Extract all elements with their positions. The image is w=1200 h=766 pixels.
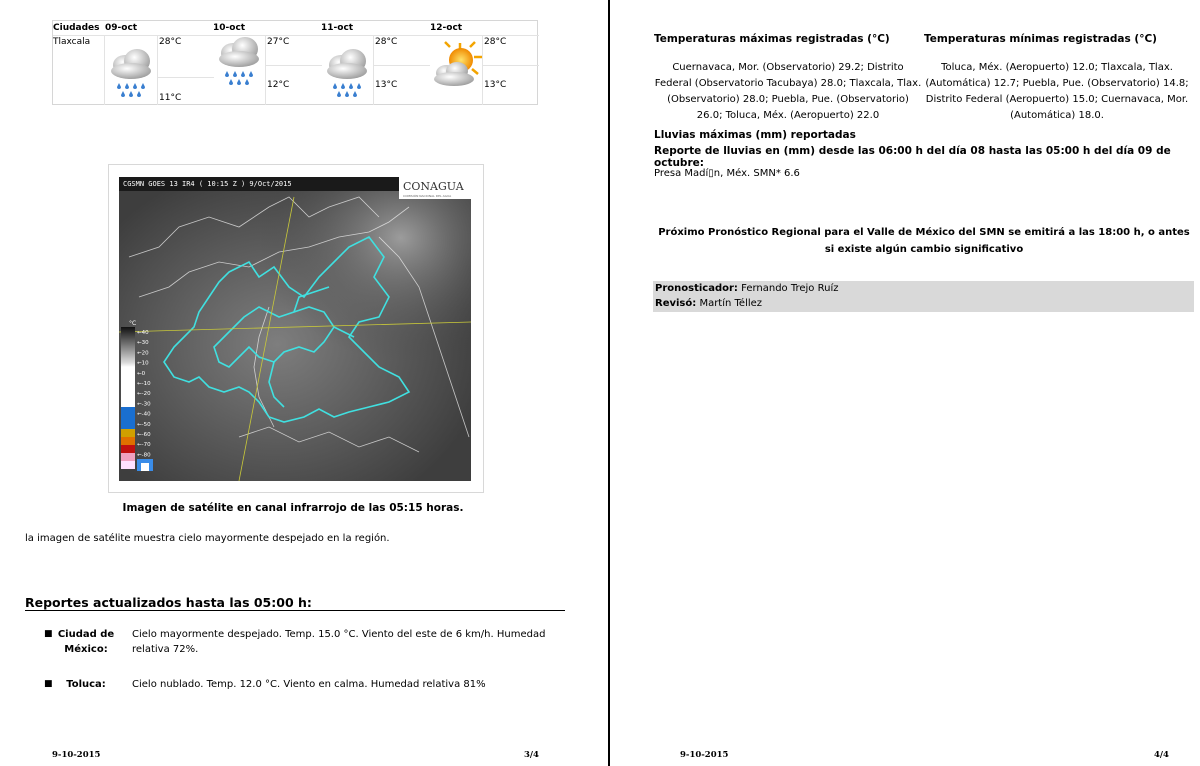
report-text: Cielo mayormente despejado. Temp. 15.0 °C. Viento del este de 6 km/h. Humedad relativa 72%. xyxy=(132,629,546,655)
scale-label: ←30 xyxy=(137,340,149,347)
partly-cloudy-sun-icon xyxy=(430,35,482,105)
signature-box xyxy=(653,281,1194,312)
conagua-subtext: COMISIÓN NACIONAL DEL AGUA xyxy=(403,194,452,198)
max-temp: 28°C xyxy=(159,37,182,47)
reviewer-label: Revisó: xyxy=(655,298,697,309)
scale-unit: °C xyxy=(129,320,137,327)
header-day-1: 09-oct xyxy=(105,23,138,33)
satellite-note: la imagen de satélite muestra cielo mayormente despejado en la región. xyxy=(25,533,390,544)
rain-cloud-icon xyxy=(105,35,157,105)
satellite-figure xyxy=(108,164,484,493)
forecaster-name: Fernando Trejo Ruíz xyxy=(741,283,839,294)
rain-cloud-icon xyxy=(213,23,265,93)
satellite-header: CGSMN GOES 13 IR4 ( 10:15 Z ) 9/Oct/2015 xyxy=(123,180,292,188)
header-day-4: 12-oct xyxy=(430,23,463,33)
city-name: Tlaxcala xyxy=(53,35,105,105)
rain-subtitle: Reporte de lluvias en (mm) desde las 06:00 h del día 08 hasta las 05:00 h del día 09 de octubre: xyxy=(654,145,1171,169)
scale-label: ←20 xyxy=(137,350,149,357)
max-temp: 28°C xyxy=(375,37,398,47)
reviewer-name: Martín Téllez xyxy=(699,298,763,309)
page-4 xyxy=(610,0,1200,766)
report-text: Cielo nublado. Temp. 12.0 °C. Viento en calma. Humedad relativa 81% xyxy=(132,679,486,690)
footer-page-number: 3/4 xyxy=(524,750,539,760)
header-day-3: 11-oct xyxy=(321,23,354,33)
report-label: Toluca: xyxy=(66,679,106,690)
scale-label: ←-50 xyxy=(137,421,151,428)
min-temp: 13°C xyxy=(375,80,398,90)
forecast-table xyxy=(52,20,538,105)
max-temp: 28°C xyxy=(484,37,507,47)
rain-title: Lluvias máximas (mm) reportadas xyxy=(654,129,856,141)
scale-label: ←-30 xyxy=(137,401,151,408)
header-day-2: 10-oct xyxy=(213,23,246,33)
scale-label: ←10 xyxy=(137,360,149,367)
rain-value: Presa Madí▯n, Méx. SMN* 6.6 xyxy=(654,168,800,179)
max-temps-text: Cuernavaca, Mor. (Observatorio) 29.2; Distrito Federal (Observatorio Tacubaya) 28.0; Tlaxcala, Tlax. (Observatorio) 28.0; Puebla, Pue. (Observatorio) 26.0; Toluca, Méx. (Aeropuerto) 22.0 xyxy=(654,62,922,121)
scale-label: ←-10 xyxy=(137,381,151,387)
forecast-day-1 xyxy=(105,35,213,105)
next-forecast-notice: Próximo Pronóstico Regional para el Valle de México del SMN se emitirá a las 18:00 h, o antes si existe algún cambio significativo xyxy=(658,227,1190,255)
header-cities: Ciudades xyxy=(53,23,100,33)
max-temps-title: Temperaturas máximas registradas (°C) xyxy=(654,33,890,45)
reports-divider xyxy=(25,610,565,611)
max-temp: 27°C xyxy=(267,37,290,47)
bullet-icon: ■ xyxy=(44,679,53,689)
footer-page-number: 4/4 xyxy=(1154,750,1169,760)
forecast-day-4 xyxy=(430,35,538,105)
forecast-day-2 xyxy=(213,35,321,105)
footer-date: 9-10-2015 xyxy=(52,750,101,760)
forecast-day-3 xyxy=(321,35,429,105)
scale-label: ←-40 xyxy=(137,411,151,418)
min-temp: 11°C xyxy=(159,93,182,103)
min-temp: 12°C xyxy=(267,80,290,90)
scale-label: ←-70 xyxy=(137,442,151,449)
bullet-icon: ■ xyxy=(44,629,53,639)
report-label: Ciudad de México: xyxy=(57,629,115,655)
reports-title: Reportes actualizados hasta las 05:00 h: xyxy=(25,595,312,610)
scale-label: ←-80 xyxy=(137,452,151,459)
scale-label: ←40 xyxy=(137,330,149,336)
satellite-caption: Imagen de satélite en canal infrarrojo de las 05:15 horas. xyxy=(122,502,464,514)
footer-date: 9-10-2015 xyxy=(680,750,729,760)
satellite-image xyxy=(119,177,471,481)
scale-label: ←0 xyxy=(137,370,146,377)
rain-cloud-icon xyxy=(321,35,373,105)
min-temps-title: Temperaturas mínimas registradas (°C) xyxy=(924,33,1157,45)
scale-label: ←-60 xyxy=(137,432,151,438)
min-temp: 13°C xyxy=(484,80,507,90)
scale-label: ←-20 xyxy=(137,391,151,398)
min-temps-text: Toluca, Méx. (Aeropuerto) 12.0; Tlaxcala, Tlax. (Automática) 12.7; Puebla, Pue. (Observatorio) 14.8; Distrito Federal (Aeropuerto) 15.0; Cuernavaca, Mor. (Automática) 18.0. xyxy=(925,62,1189,121)
forecaster-label: Pronosticador: xyxy=(655,283,738,294)
conagua-logo: CONAGUA xyxy=(403,180,464,193)
